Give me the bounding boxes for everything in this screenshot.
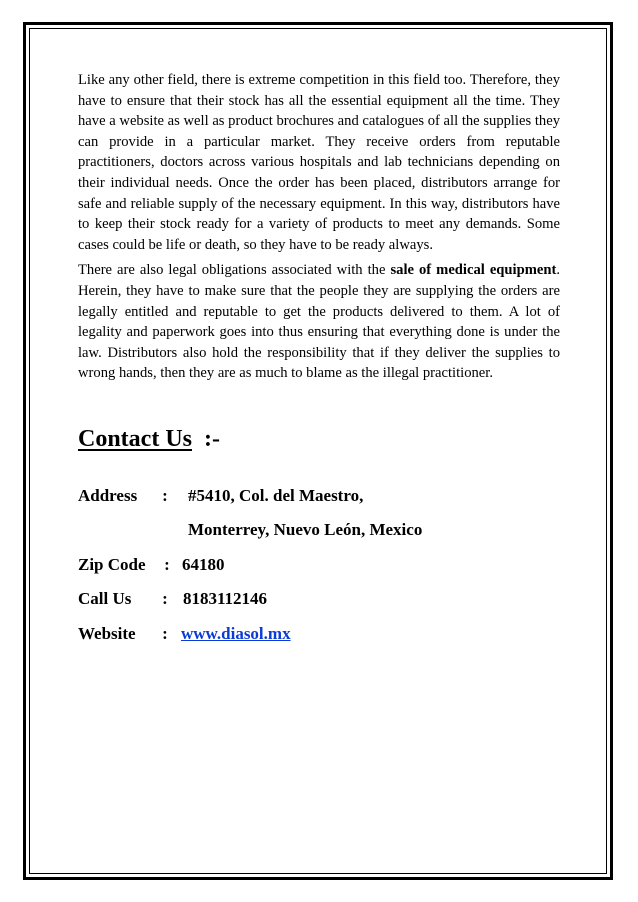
contact-row-call	[78, 589, 560, 624]
contact-details	[78, 486, 560, 659]
website-link[interactable]: www.diasol.mx	[181, 623, 291, 643]
contact-heading-title: Contact Us	[78, 425, 192, 452]
contact-heading	[78, 424, 560, 454]
body-paragraph-2	[78, 260, 560, 384]
address-line-1: #5410, Col. del Maestro,	[188, 485, 364, 505]
call-value: 8183112146	[183, 589, 268, 609]
contact-row-address	[78, 486, 560, 521]
paragraph-2-text-end: . Herein, they have to make sure that the people they are supplying the orders are legally entitled and reputable to get the products delivered to them. A lot of legality and paperwork goes into thus ensuring that everything done is under the law. Distributors also hold the responsibility that if they deliver the supplies to wrong hands, then they are as much to blame as the illegal practitioner.	[78, 262, 560, 382]
call-separator: :	[162, 589, 168, 609]
website-label: Website	[78, 623, 136, 643]
contact-row-website	[78, 624, 560, 659]
address-label: Address	[78, 485, 138, 505]
zip-value: 64180	[182, 554, 225, 574]
paragraph-2-bold-phrase: sale of medical equipment	[390, 262, 557, 279]
call-label: Call Us	[78, 589, 132, 609]
zip-label: Zip Code	[78, 554, 146, 574]
document-content	[78, 70, 560, 658]
address-separator: :	[162, 485, 168, 505]
body-paragraph-1: Like any other field, there is extreme competition in this field too. Therefore, they have to ensure that their stock has all the essential equipment all the time. They have a website as well as product brochures and catalogues of all the supplies they can provide in a particular market. They receive orders from reputable practitioners, doctors across various hospitals and lab technicians depending on their individual needs. Once the order has been placed, distributors arrange for safe and reliable supply of the necessary equipment. In this way, distributors have to keep their stock ready for a variety of products to meet any demands. Some cases could be life or death, so they have to be ready always.	[78, 72, 560, 253]
contact-row-address-line-2	[78, 520, 560, 555]
zip-separator: :	[164, 554, 170, 574]
website-separator: :	[162, 623, 168, 643]
paragraph-2-text-start: There are also legal obligations associated with the	[78, 262, 391, 279]
contact-row-zip	[78, 555, 560, 590]
contact-heading-suffix: :-	[204, 425, 220, 452]
address-line-2: Monterrey, Nuevo León, Mexico	[188, 520, 423, 540]
